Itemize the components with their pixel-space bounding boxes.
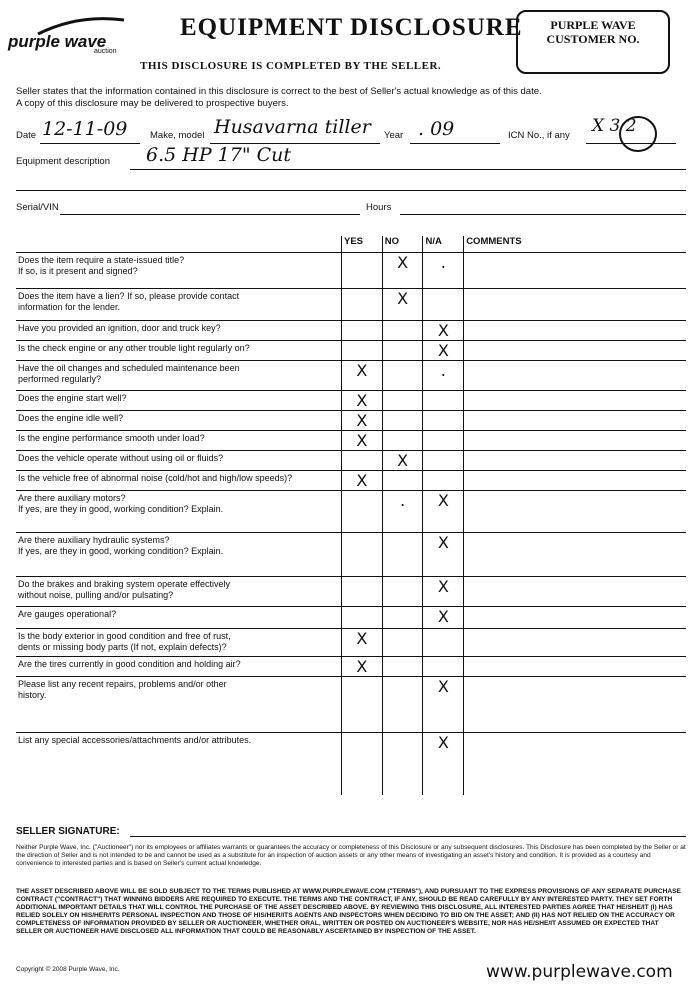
seller-signature-label: SELLER SIGNATURE: — [16, 826, 120, 837]
question-text — [16, 451, 341, 471]
comments-field[interactable] — [464, 733, 686, 795]
question-text — [16, 629, 341, 657]
equip-underline — [130, 169, 686, 170]
icn-field[interactable]: X 3 2 — [592, 116, 637, 136]
comments-field[interactable] — [464, 321, 686, 341]
yes-checkbox[interactable]: X — [341, 361, 382, 391]
no-checkbox[interactable] — [382, 321, 423, 341]
question-text — [16, 391, 341, 411]
question-text — [16, 533, 341, 577]
question-text — [16, 607, 341, 629]
yes-checkbox[interactable] — [341, 733, 382, 795]
no-checkbox[interactable] — [382, 431, 423, 451]
na-checkbox[interactable] — [423, 411, 464, 431]
equipment-description-field[interactable]: 6.5 HP 17" Cut — [146, 144, 292, 166]
table-row — [16, 629, 686, 657]
yes-header: YES — [341, 236, 382, 253]
make-model-field[interactable]: Husavarna tiller — [214, 116, 371, 138]
yes-checkbox[interactable] — [341, 253, 382, 289]
question-text — [16, 657, 341, 677]
table-row — [16, 733, 686, 795]
disclaimer-paragraph: Neither Purple Wave, Inc. ("Auctioneer") nor its employees or affiliates warrants or guarantees the accuracy or completeness of this Disclosure or any subsequent disclosures. This Disclosure has been completed by the Seller or at the direction of Seller and is not intended to be and cannot be used as a substitute for an inspection of auction assets or any other means of investigating an asset's history and condition. It is provided as a courtesy and convenience to interested parties and is based on Seller's current actual knowledge. — [16, 844, 686, 868]
no-checkbox[interactable] — [382, 341, 423, 361]
yes-checkbox[interactable]: X — [341, 391, 382, 411]
question-line1: Do the brakes and braking system operate effectively — [18, 579, 230, 589]
table-row — [16, 411, 686, 431]
comments-field[interactable] — [464, 391, 686, 411]
comments-field[interactable] — [464, 411, 686, 431]
na-checkbox[interactable] — [423, 431, 464, 451]
yes-checkbox[interactable] — [341, 341, 382, 361]
question-text — [16, 289, 341, 321]
question-line1: Is the check engine or any other trouble light regularly on? — [18, 343, 250, 353]
no-checkbox[interactable]: X — [382, 253, 423, 289]
customer-box-line2: CUSTOMER NO. — [546, 32, 640, 46]
no-checkbox[interactable]: X — [382, 289, 423, 321]
yes-checkbox[interactable] — [341, 321, 382, 341]
question-line1: Does the vehicle operate without using oil or fluids? — [18, 453, 224, 463]
question-line1: Does the engine start well? — [18, 393, 127, 403]
date-field[interactable]: 12-11-09 — [42, 118, 128, 140]
question-line1: Does the engine idle well? — [18, 413, 124, 423]
icn-underline — [586, 143, 676, 144]
table-row — [16, 321, 686, 341]
statement-line1: Seller states that the information contained in this disclosure is correct to the best of Seller's actual knowledge as of this date. — [16, 86, 542, 97]
na-checkbox[interactable] — [423, 289, 464, 321]
comments-field[interactable] — [464, 361, 686, 391]
comments-field[interactable] — [464, 533, 686, 577]
comments-field[interactable] — [464, 471, 686, 491]
question-text — [16, 677, 341, 733]
no-checkbox[interactable] — [382, 391, 423, 411]
hours-field[interactable] — [400, 214, 686, 215]
no-checkbox[interactable] — [382, 361, 423, 391]
question-line2: If yes, are they in good, working condition? Explain. — [18, 504, 224, 514]
na-checkbox[interactable] — [423, 657, 464, 677]
comments-header: COMMENTS — [464, 236, 686, 253]
date-underline — [40, 143, 140, 144]
question-line1: Does the item have a lien? If so, please provide contact — [18, 291, 240, 301]
comments-field[interactable] — [464, 629, 686, 657]
no-checkbox[interactable]: X — [382, 451, 423, 471]
year-field[interactable]: . 09 — [418, 118, 455, 140]
table-row — [16, 533, 686, 577]
question-line1: Is the engine performance smooth under load? — [18, 433, 205, 443]
question-text — [16, 431, 341, 451]
question-line1: List any special accessories/attachments and/or attributes. — [18, 735, 252, 745]
na-checkbox[interactable]: X — [423, 533, 464, 577]
na-checkbox[interactable]: X — [423, 341, 464, 361]
question-text — [16, 341, 341, 361]
na-checkbox[interactable]: X — [423, 733, 464, 795]
question-line2: information for the lender. — [18, 302, 121, 312]
comments-field[interactable] — [464, 657, 686, 677]
disclosure-table — [16, 236, 686, 795]
table-row — [16, 607, 686, 629]
na-checkbox[interactable]: X — [423, 321, 464, 341]
question-line2: If so, is it present and signed? — [18, 266, 138, 276]
na-checkbox[interactable]: X — [423, 577, 464, 607]
na-header: N/A — [423, 236, 464, 253]
no-checkbox[interactable] — [382, 629, 423, 657]
yes-checkbox[interactable]: X — [341, 431, 382, 451]
date-label: Date — [16, 130, 37, 141]
serial-vin-label: Serial/VIN — [16, 202, 59, 213]
table-row — [16, 431, 686, 451]
customer-box-line1: PURPLE WAVE — [550, 18, 636, 32]
question-line2: dents or missing body parts (If not, explain defects)? — [18, 642, 227, 652]
statement-line2: A copy of this disclosure may be delivered to prospective buyers. — [16, 98, 289, 109]
no-checkbox[interactable] — [382, 471, 423, 491]
serial-vin-field[interactable] — [60, 214, 360, 215]
no-checkbox[interactable] — [382, 677, 423, 733]
no-checkbox[interactable]: . — [382, 491, 423, 533]
make-model-label: Make, model — [150, 130, 205, 141]
comments-field[interactable] — [464, 451, 686, 471]
question-line2: without noise, pulling and/or pulsating? — [18, 590, 174, 600]
question-text — [16, 321, 341, 341]
comments-field[interactable] — [464, 607, 686, 629]
na-checkbox[interactable] — [423, 629, 464, 657]
terms-paragraph: THE ASSET DESCRIBED ABOVE WILL BE SOLD SUBJECT TO THE TERMS PUBLISHED AT WWW.PURPLEWAVE.COM ("TERMS"), AND PURSUANT TO THE EXPRESS PROVISIONS OF ANY SEPARATE PURCHASE CONTRACT ("CONTRACT") THAT WINNING BIDDERS ARE REQUIRED TO EXECUTE. THE TERMS AND THE CONTRACT, IF ANY, SHOULD BE READ CAREFULLY BY ANY INTERESTED PARTY. THEY SET FORTH ADDITIONAL IMPORTANT DETAILS THAT WILL CONTROL THE PURCHASE OF THE ASSET DESCRIBED ABOVE. BY REVIEWING THIS DISCLOSURE, ALL INTERESTED PARTIES AGREE THAT HE/SHE/IT (I) HAS RELIED SOLELY ON HIS/HER/ITS PERSONAL INSPECTION AND THOSE OF HIS/HER/ITS AGENTS AND INSPECTORS WHEN DECIDING TO BID ON THE ASSET; AND (II) HAS NOT RELIED ON THE ACCURACY OR COMPLETENESS OF INFORMATION PROVIDED BY SELLER OR AUCTIONEER, WHETHER ORAL, WRITTEN OR POSTED ON AUCTIONEER'S WEBSITE, NOR HAS HE/SHE/IT ASSUMED OR EXPECTED THAT SELLER OR AUCTIONEER HAVE DISCLOSED ALL INFORMATION THAT COULD BE REASONABLY ASCERTAINED BY INSPECTION OF THE ASSET. — [16, 888, 681, 935]
question-line2: performed regularly? — [18, 374, 102, 384]
yes-checkbox[interactable]: X — [341, 411, 382, 431]
icn-circle-icon — [616, 114, 662, 154]
table-row — [16, 657, 686, 677]
na-checkbox[interactable]: X — [423, 607, 464, 629]
no-header: NO — [382, 236, 423, 253]
comments-field[interactable] — [464, 431, 686, 451]
no-checkbox[interactable] — [382, 733, 423, 795]
question-line1: Is the body exterior in good condition and free of rust, — [18, 631, 231, 641]
question-line1: Have you provided an ignition, door and truck key? — [18, 323, 221, 333]
icn-label: ICN No., if any — [508, 130, 570, 141]
question-header — [16, 236, 341, 253]
yes-checkbox[interactable]: X — [341, 471, 382, 491]
na-checkbox[interactable] — [423, 391, 464, 411]
question-line1: Does the item require a state-issued title? — [18, 255, 185, 265]
table-row — [16, 451, 686, 471]
na-checkbox[interactable]: X — [423, 491, 464, 533]
na-checkbox[interactable] — [423, 471, 464, 491]
yes-checkbox[interactable] — [341, 451, 382, 471]
table-row — [16, 577, 686, 607]
seller-signature-field[interactable] — [130, 836, 686, 837]
na-checkbox[interactable]: . — [423, 361, 464, 391]
na-checkbox[interactable] — [423, 451, 464, 471]
comments-field[interactable] — [464, 577, 686, 607]
year-label: Year — [384, 130, 404, 141]
logo-text: purple wave — [8, 32, 107, 51]
question-line2: history. — [18, 690, 47, 700]
no-checkbox[interactable] — [382, 533, 423, 577]
copyright: Copyright © 2008 Purple Wave, Inc. — [16, 966, 120, 973]
comments-field[interactable] — [464, 677, 686, 733]
question-text — [16, 411, 341, 431]
hours-label: Hours — [366, 202, 392, 213]
question-line1: Are there auxiliary motors? — [18, 493, 126, 503]
question-text — [16, 361, 341, 391]
yes-checkbox[interactable] — [341, 533, 382, 577]
table-row — [16, 677, 686, 733]
yes-checkbox[interactable] — [341, 491, 382, 533]
website-link[interactable]: www.purplewave.com — [486, 962, 673, 982]
yes-checkbox[interactable] — [341, 289, 382, 321]
na-checkbox[interactable]: X — [423, 677, 464, 733]
table-row — [16, 491, 686, 533]
question-line1: Please list any recent repairs, problems and/or other — [18, 679, 227, 689]
question-text — [16, 733, 341, 795]
table-row — [16, 471, 686, 491]
yes-checkbox[interactable] — [341, 607, 382, 629]
purple-wave-logo — [8, 14, 128, 62]
table-row — [16, 253, 686, 289]
comments-field[interactable] — [464, 491, 686, 533]
page-title: EQUIPMENT DISCLOSURE — [180, 14, 523, 41]
table-header-row — [16, 236, 686, 253]
equipment-description-label: Equipment description — [16, 156, 110, 167]
no-checkbox[interactable] — [382, 607, 423, 629]
table-row — [16, 361, 686, 391]
extra-description-line — [16, 190, 686, 191]
logo-subtext: auction — [94, 48, 117, 55]
no-checkbox[interactable] — [382, 411, 423, 431]
na-checkbox[interactable]: . — [423, 253, 464, 289]
comments-field[interactable] — [464, 253, 686, 289]
comments-field[interactable] — [464, 289, 686, 321]
table-row — [16, 289, 686, 321]
no-checkbox[interactable] — [382, 577, 423, 607]
comments-field[interactable] — [464, 341, 686, 361]
yes-checkbox[interactable] — [341, 677, 382, 733]
yes-checkbox[interactable]: X — [341, 657, 382, 677]
table-row — [16, 391, 686, 411]
question-text — [16, 491, 341, 533]
question-line1: Are there auxiliary hydraulic systems? — [18, 535, 170, 545]
question-line1: Are gauges operational? — [18, 609, 117, 619]
no-checkbox[interactable] — [382, 657, 423, 677]
seller-statement — [16, 86, 686, 110]
subtitle: THIS DISCLOSURE IS COMPLETED BY THE SELLER. — [140, 60, 442, 72]
question-line1: Is the vehicle free of abnormal noise (cold/hot and high/low speeds)? — [18, 473, 293, 483]
year-underline — [410, 143, 500, 144]
yes-checkbox[interactable]: X — [341, 629, 382, 657]
yes-checkbox[interactable] — [341, 577, 382, 607]
question-text — [16, 577, 341, 607]
question-line1: Have the oil changes and scheduled maintenance been — [18, 363, 240, 373]
question-line2: If yes, are they in good, working condition? Explain. — [18, 546, 224, 556]
table-row — [16, 341, 686, 361]
question-line1: Are the tires currently in good condition and holding air? — [18, 659, 241, 669]
question-text — [16, 253, 341, 289]
question-text — [16, 471, 341, 491]
customer-number-box[interactable] — [516, 10, 670, 74]
